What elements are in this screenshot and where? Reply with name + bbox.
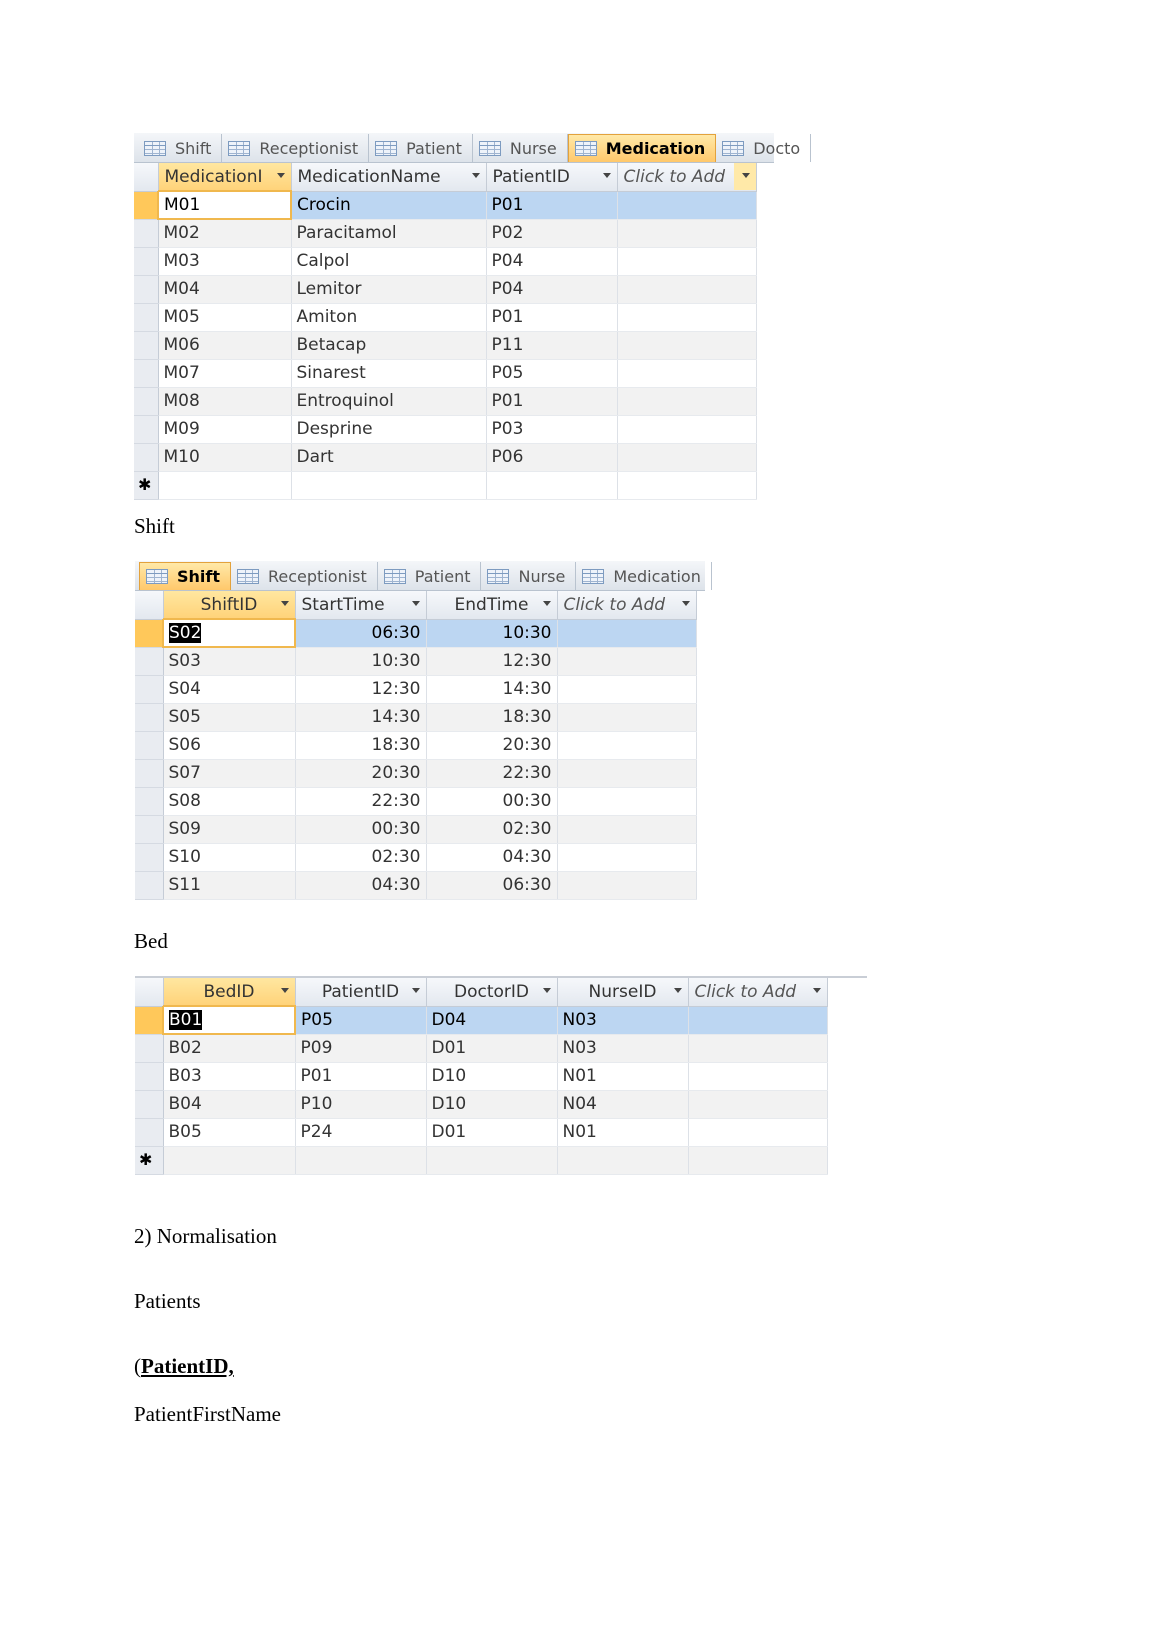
cell-empty[interactable] [617, 387, 756, 415]
cell-endtime[interactable]: 02:30 [426, 815, 557, 843]
record-selector[interactable] [134, 303, 158, 331]
tab-medication[interactable]: Medication [576, 562, 712, 590]
cell-empty[interactable] [291, 471, 486, 499]
cell-empty[interactable] [426, 1146, 557, 1174]
cell-starttime[interactable]: 14:30 [295, 703, 426, 731]
cell-shiftid[interactable]: S05 [163, 703, 295, 731]
table-row[interactable] [134, 387, 756, 415]
cell-endtime[interactable]: 22:30 [426, 759, 557, 787]
column-header-patientid[interactable]: PatientID [486, 163, 617, 191]
cell-doctorid[interactable]: D10 [426, 1090, 557, 1118]
cell-medicationname[interactable]: Desprine [291, 415, 486, 443]
new-record-row[interactable] [135, 1146, 827, 1174]
record-selector[interactable] [134, 443, 158, 471]
cell-medicationid[interactable]: M01 [158, 191, 291, 219]
table-icon [228, 141, 250, 156]
cell-endtime[interactable]: 00:30 [426, 787, 557, 815]
cell-shiftid[interactable]: S04 [163, 675, 295, 703]
cell-medicationname[interactable]: Entroquinol [291, 387, 486, 415]
cell-medicationid[interactable]: M06 [158, 331, 291, 359]
chevron-down-icon[interactable] [603, 173, 611, 178]
cell-shiftid[interactable]: S11 [163, 871, 295, 899]
record-selector[interactable] [134, 275, 158, 303]
cell-shiftid[interactable]: S03 [163, 647, 295, 675]
cell-medicationid[interactable]: M02 [158, 219, 291, 247]
table-row[interactable] [135, 815, 696, 843]
new-record-selector[interactable] [134, 471, 158, 499]
cell-endtime[interactable]: 14:30 [426, 675, 557, 703]
tab-shift[interactable]: Shift [139, 562, 231, 590]
record-selector[interactable] [135, 1006, 163, 1034]
record-selector[interactable] [135, 619, 163, 647]
record-selector[interactable] [135, 759, 163, 787]
table-row[interactable] [135, 1034, 827, 1062]
chevron-down-icon[interactable] [412, 601, 420, 606]
cell-empty[interactable] [617, 275, 756, 303]
cell-empty[interactable] [557, 647, 696, 675]
table-icon [487, 569, 509, 584]
cell-endtime[interactable]: 06:30 [426, 871, 557, 899]
cell-endtime[interactable]: 18:30 [426, 703, 557, 731]
column-header-medicationname[interactable]: MedicationName [291, 163, 486, 191]
table-row[interactable] [135, 871, 696, 899]
cell-bedid[interactable]: B04 [163, 1090, 295, 1118]
table-row[interactable] [135, 647, 696, 675]
table-icon [144, 141, 166, 156]
chevron-down-icon[interactable] [472, 173, 480, 178]
record-selector[interactable] [135, 1062, 163, 1090]
cell-endtime[interactable]: 12:30 [426, 647, 557, 675]
cell-empty[interactable] [486, 471, 617, 499]
table-row[interactable] [134, 191, 756, 219]
column-header-bedid[interactable]: BedID [163, 978, 295, 1006]
cell-medicationid[interactable]: M04 [158, 275, 291, 303]
cell-starttime[interactable]: 12:30 [295, 675, 426, 703]
record-selector[interactable] [135, 675, 163, 703]
tab-doctor[interactable]: Docto [716, 134, 811, 162]
tab-receptionist[interactable]: Receptionist [222, 134, 369, 162]
column-header-nurseid[interactable]: NurseID [557, 978, 688, 1006]
cell-endtime[interactable]: 04:30 [426, 843, 557, 871]
select-all-corner[interactable] [135, 591, 163, 619]
tab-patient[interactable]: Patient [369, 134, 473, 162]
shift-caption: Shift [134, 514, 175, 538]
cell-empty[interactable] [688, 1006, 827, 1034]
cell-patientid[interactable]: P01 [295, 1062, 426, 1090]
record-selector[interactable] [134, 387, 158, 415]
chevron-down-icon[interactable] [742, 173, 750, 178]
cell-patientid[interactable]: P03 [486, 415, 617, 443]
tab-receptionist[interactable]: Receptionist [231, 562, 378, 590]
table-row[interactable] [134, 247, 756, 275]
cell-doctorid[interactable]: D01 [426, 1034, 557, 1062]
record-selector[interactable] [134, 247, 158, 275]
tab-nurse[interactable]: Nurse [473, 134, 568, 162]
cell-empty[interactable] [688, 1090, 827, 1118]
cell-empty[interactable] [617, 247, 756, 275]
cell-starttime[interactable]: 10:30 [295, 647, 426, 675]
cell-empty[interactable] [617, 303, 756, 331]
record-selector[interactable] [134, 415, 158, 443]
cell-starttime[interactable]: 02:30 [295, 843, 426, 871]
cell-empty[interactable] [617, 443, 756, 471]
column-header-doctorid[interactable]: DoctorID [426, 978, 557, 1006]
new-record-selector[interactable] [135, 1146, 163, 1174]
cell-empty[interactable] [295, 1146, 426, 1174]
record-selector[interactable] [135, 1034, 163, 1062]
cell-endtime[interactable]: 10:30 [426, 619, 557, 647]
table-row[interactable] [134, 415, 756, 443]
record-selector[interactable] [135, 731, 163, 759]
cell-patientid[interactable]: P01 [486, 303, 617, 331]
cell-empty[interactable] [617, 219, 756, 247]
cell-empty[interactable] [617, 415, 756, 443]
cell-empty[interactable] [688, 1118, 827, 1146]
cell-empty[interactable] [688, 1034, 827, 1062]
cell-empty[interactable] [688, 1062, 827, 1090]
record-selector[interactable] [134, 191, 158, 219]
column-header-click-to-add[interactable]: Click to Add [617, 163, 756, 191]
cell-endtime[interactable]: 20:30 [426, 731, 557, 759]
cell-medicationname[interactable]: Sinarest [291, 359, 486, 387]
cell-bedid[interactable] [163, 1006, 295, 1034]
cell-doctorid[interactable]: D10 [426, 1062, 557, 1090]
cell-nurseid[interactable]: N01 [557, 1118, 688, 1146]
cell-medicationname[interactable]: Paracitamol [291, 219, 486, 247]
table-icon [722, 141, 744, 156]
cell-empty[interactable] [557, 675, 696, 703]
table-row[interactable] [135, 703, 696, 731]
table-row[interactable] [135, 619, 696, 647]
cell-empty[interactable] [617, 471, 756, 499]
chevron-down-icon[interactable] [277, 173, 285, 178]
cell-empty[interactable] [163, 1146, 295, 1174]
table-row[interactable] [134, 443, 756, 471]
cell-medicationname[interactable]: Amiton [291, 303, 486, 331]
table-row[interactable] [135, 787, 696, 815]
cell-nurseid[interactable]: N03 [557, 1006, 688, 1034]
table-row[interactable] [135, 675, 696, 703]
cell-empty[interactable] [557, 871, 696, 899]
table-row[interactable] [134, 219, 756, 247]
record-selector[interactable] [135, 1090, 163, 1118]
cell-starttime[interactable]: 20:30 [295, 759, 426, 787]
bed-table-screenshot [135, 976, 867, 1184]
record-selector[interactable] [134, 359, 158, 387]
cell-empty[interactable] [688, 1146, 827, 1174]
cell-medicationid[interactable]: M07 [158, 359, 291, 387]
cell-medicationname[interactable]: Lemitor [291, 275, 486, 303]
tab-medication[interactable]: Medication [568, 134, 717, 162]
chevron-down-icon[interactable] [281, 601, 289, 606]
chevron-down-icon[interactable] [674, 988, 682, 993]
cell-empty[interactable] [557, 759, 696, 787]
cell-doctorid[interactable]: D01 [426, 1118, 557, 1146]
column-header-starttime[interactable]: StartTime [295, 591, 426, 619]
bed-datasheet [135, 978, 828, 1175]
table-row[interactable] [135, 1062, 827, 1090]
table-row[interactable] [135, 1006, 827, 1034]
cell-nurseid[interactable]: N03 [557, 1034, 688, 1062]
record-selector[interactable] [135, 815, 163, 843]
cell-medicationname[interactable]: Calpol [291, 247, 486, 275]
cell-patientid[interactable]: P24 [295, 1118, 426, 1146]
medication-datasheet [134, 163, 757, 500]
cell-nurseid[interactable]: N04 [557, 1090, 688, 1118]
new-record-icon: ✱ [138, 475, 152, 494]
table-icon [237, 569, 259, 584]
cell-empty[interactable] [557, 703, 696, 731]
column-header-shiftid[interactable]: ShiftID [163, 591, 295, 619]
patient-key-line [134, 1354, 234, 1379]
section-heading: 2) Normalisation [134, 1224, 277, 1248]
medication-table-screenshot [134, 133, 801, 494]
record-selector[interactable] [135, 647, 163, 675]
cell-starttime[interactable]: 22:30 [295, 787, 426, 815]
cell-doctorid[interactable]: D04 [426, 1006, 557, 1034]
column-header-endtime[interactable]: EndTime [426, 591, 557, 619]
cell-empty[interactable] [557, 619, 696, 647]
table-row[interactable] [135, 843, 696, 871]
cell-medicationname[interactable]: Betacap [291, 331, 486, 359]
tab-patient[interactable]: Patient [378, 562, 482, 590]
table-row[interactable] [135, 759, 696, 787]
selected-text: B01 [169, 1010, 203, 1030]
table-row[interactable] [134, 303, 756, 331]
cell-patientid[interactable]: P05 [295, 1006, 426, 1034]
chevron-down-icon[interactable] [281, 988, 289, 993]
cell-patientid[interactable]: P05 [486, 359, 617, 387]
medication-tab-strip [134, 133, 801, 163]
cell-empty[interactable] [557, 731, 696, 759]
cell-shiftid[interactable]: S09 [163, 815, 295, 843]
cell-starttime[interactable]: 00:30 [295, 815, 426, 843]
cell-empty[interactable] [557, 843, 696, 871]
record-selector[interactable] [135, 787, 163, 815]
cell-patientid[interactable]: P06 [486, 443, 617, 471]
table-icon [384, 569, 406, 584]
cell-nurseid[interactable]: N01 [557, 1062, 688, 1090]
selected-text: S02 [169, 623, 202, 643]
cell-medicationid[interactable]: M10 [158, 443, 291, 471]
cell-patientid[interactable]: P11 [486, 331, 617, 359]
record-selector[interactable] [134, 219, 158, 247]
record-selector[interactable] [135, 703, 163, 731]
table-icon [479, 141, 501, 156]
cell-starttime[interactable]: 18:30 [295, 731, 426, 759]
cell-medicationname[interactable]: Dart [291, 443, 486, 471]
cell-bedid[interactable]: B05 [163, 1118, 295, 1146]
table-icon [375, 141, 397, 156]
chevron-down-icon[interactable] [543, 601, 551, 606]
shift-table-screenshot [135, 561, 705, 906]
tab-shift[interactable]: Shift [138, 134, 222, 162]
table-row[interactable] [134, 331, 756, 359]
cell-patientid[interactable]: P04 [486, 247, 617, 275]
cell-empty[interactable] [617, 359, 756, 387]
table-row[interactable] [135, 731, 696, 759]
table-row[interactable] [135, 1118, 827, 1146]
cell-shiftid[interactable]: S10 [163, 843, 295, 871]
cell-patientid[interactable]: P10 [295, 1090, 426, 1118]
cell-shiftid[interactable]: S08 [163, 787, 295, 815]
cell-patientid[interactable]: P09 [295, 1034, 426, 1062]
column-header-click-to-add[interactable]: Click to Add [557, 591, 696, 619]
new-record-icon: ✱ [139, 1150, 153, 1169]
cell-patientid[interactable]: P04 [486, 275, 617, 303]
cell-starttime[interactable]: 04:30 [295, 871, 426, 899]
open-paren: ( [134, 1354, 141, 1378]
tab-nurse[interactable]: Nurse [481, 562, 576, 590]
table-row[interactable] [135, 1090, 827, 1118]
cell-starttime[interactable]: 06:30 [295, 619, 426, 647]
cell-shiftid[interactable]: S06 [163, 731, 295, 759]
record-selector[interactable] [135, 871, 163, 899]
column-header-patientid[interactable]: PatientID [295, 978, 426, 1006]
cell-medicationid[interactable]: M05 [158, 303, 291, 331]
select-all-corner[interactable] [134, 163, 158, 191]
cell-empty[interactable] [617, 191, 756, 219]
chevron-down-icon[interactable] [412, 988, 420, 993]
cell-medicationname[interactable]: Crocin [291, 191, 486, 219]
column-header-click-to-add[interactable]: Click to Add [688, 978, 827, 1006]
patient-first-name: PatientFirstName [134, 1402, 281, 1426]
chevron-down-icon[interactable] [543, 988, 551, 993]
table-icon [582, 569, 604, 584]
cell-bedid[interactable]: B03 [163, 1062, 295, 1090]
cell-medicationid[interactable]: M03 [158, 247, 291, 275]
new-record-row[interactable] [134, 471, 756, 499]
column-header-medicationid[interactable]: MedicationI [158, 163, 291, 191]
record-selector[interactable] [135, 1118, 163, 1146]
cell-empty[interactable] [557, 815, 696, 843]
patients-caption: Patients [134, 1289, 201, 1313]
table-row[interactable] [134, 275, 756, 303]
primary-key: PatientID, [141, 1354, 234, 1378]
cell-patientid[interactable]: P01 [486, 387, 617, 415]
bed-caption: Bed [134, 929, 168, 953]
cell-empty[interactable] [158, 471, 291, 499]
chevron-down-icon[interactable] [682, 601, 690, 606]
record-selector[interactable] [135, 843, 163, 871]
cell-bedid[interactable]: B02 [163, 1034, 295, 1062]
cell-patientid[interactable]: P01 [486, 191, 617, 219]
cell-patientid[interactable]: P02 [486, 219, 617, 247]
chevron-down-icon[interactable] [813, 988, 821, 993]
cell-shiftid[interactable] [163, 619, 295, 647]
cell-empty[interactable] [617, 331, 756, 359]
table-icon [146, 569, 168, 584]
shift-datasheet [135, 591, 697, 900]
table-icon [575, 141, 597, 156]
shift-tab-strip [135, 561, 705, 591]
cell-empty[interactable] [557, 787, 696, 815]
cell-medicationid[interactable]: M08 [158, 387, 291, 415]
select-all-corner[interactable] [135, 978, 163, 1006]
cell-empty[interactable] [557, 1146, 688, 1174]
cell-medicationid[interactable]: M09 [158, 415, 291, 443]
record-selector[interactable] [134, 331, 158, 359]
table-row[interactable] [134, 359, 756, 387]
cell-shiftid[interactable]: S07 [163, 759, 295, 787]
